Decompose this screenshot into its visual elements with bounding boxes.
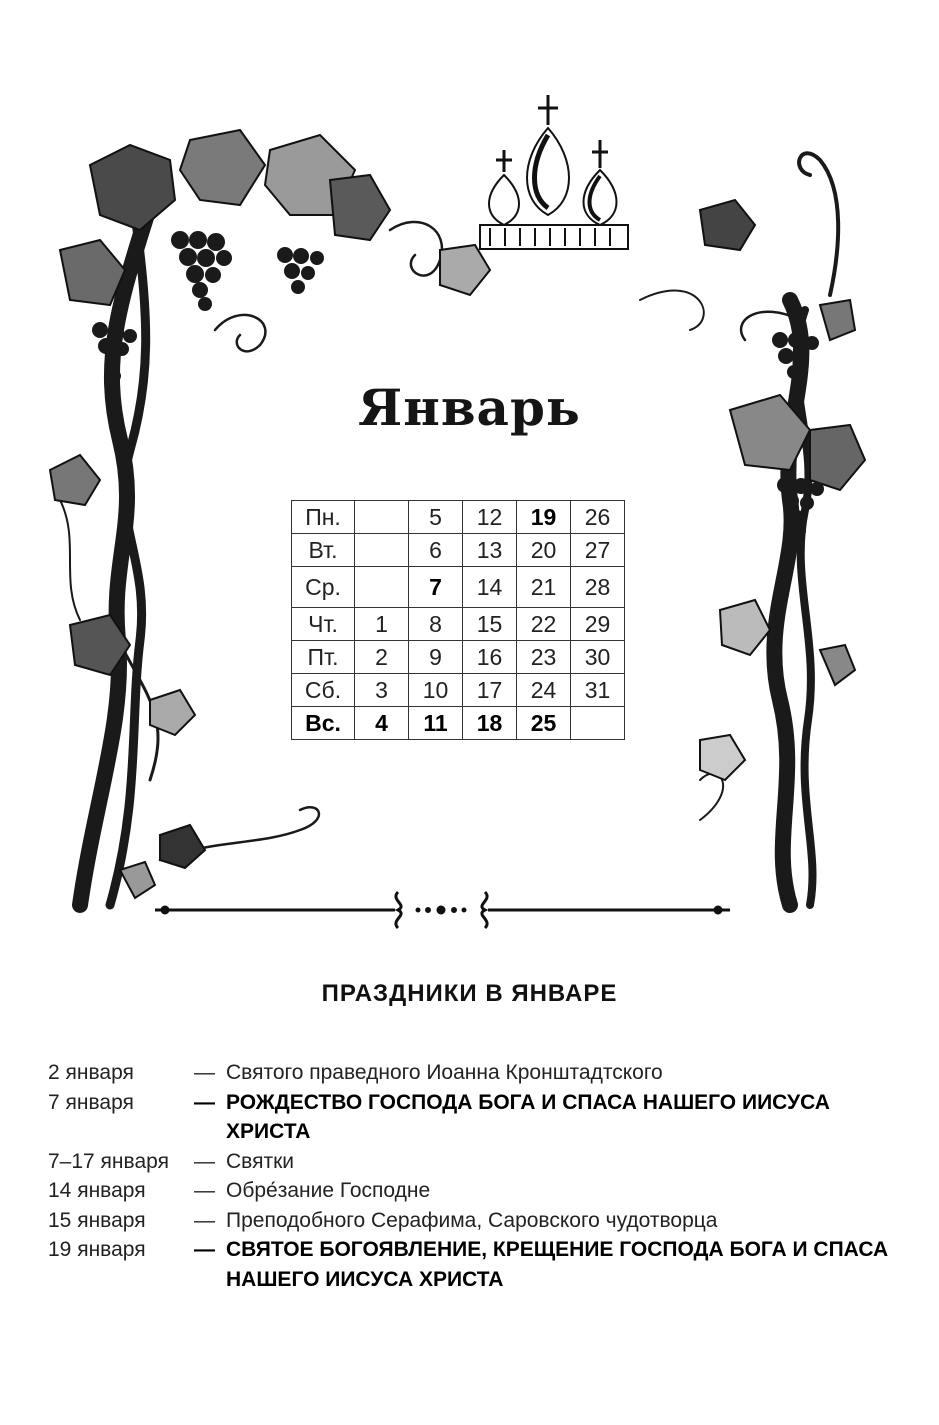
holiday-name: Святки <box>226 1149 294 1173</box>
calendar-date-cell: 13 <box>463 534 517 567</box>
holiday-item <box>48 1147 908 1177</box>
calendar-date-cell: 27 <box>571 534 625 567</box>
calendar-date-cell: 4 <box>355 707 409 740</box>
holiday-date: 15 января <box>48 1208 146 1232</box>
calendar-date-cell <box>571 707 625 740</box>
calendar-date-cell: 16 <box>463 641 517 674</box>
calendar-date-cell: 23 <box>517 641 571 674</box>
calendar-date-cell: 29 <box>571 608 625 641</box>
weekday-label: Вт. <box>292 534 355 567</box>
weekday-label: Чт. <box>292 608 355 641</box>
calendar-date-cell: 28 <box>571 567 625 608</box>
holiday-dash: — <box>194 1149 215 1173</box>
calendar-date-cell: 21 <box>517 567 571 608</box>
holiday-item <box>48 1206 908 1236</box>
calendar-date-cell: 19 <box>517 501 571 534</box>
calendar-date-cell: 8 <box>409 608 463 641</box>
holiday-name: РОЖДЕСТВО ГОСПОДА БОГА И СПАСА НАШЕГО ИИСУСА ХРИСТА <box>226 1090 830 1143</box>
calendar-date-cell: 6 <box>409 534 463 567</box>
calendar-date-cell: 3 <box>355 674 409 707</box>
calendar-date-cell: 20 <box>517 534 571 567</box>
weekday-label: Пт. <box>292 641 355 674</box>
holiday-item <box>48 1235 908 1294</box>
calendar-date-cell: 26 <box>571 501 625 534</box>
calendar-date-cell <box>355 501 409 534</box>
holidays-heading: ПРАЗДНИКИ В ЯНВАРЕ <box>321 980 618 1007</box>
holiday-name: Святого праведного Иоанна Кронштадтского <box>226 1061 663 1084</box>
holiday-dash: — <box>194 1090 215 1114</box>
calendar-date-cell: 5 <box>409 501 463 534</box>
calendar-date-cell: 1 <box>355 608 409 641</box>
holiday-dash: — <box>194 1061 215 1084</box>
month-title: Январь <box>358 378 581 437</box>
holiday-item <box>48 1176 908 1206</box>
calendar-date-cell: 31 <box>571 674 625 707</box>
calendar-date-cell: 30 <box>571 641 625 674</box>
calendar-date-cell: 15 <box>463 608 517 641</box>
calendar-date-cell: 2 <box>355 641 409 674</box>
weekday-label: Сб. <box>292 674 355 707</box>
calendar-date-cell <box>355 534 409 567</box>
calendar-row <box>292 608 625 641</box>
holiday-item <box>48 1088 908 1147</box>
calendar-date-cell: 7 <box>409 567 463 608</box>
holiday-name: Обре́зание Господне <box>226 1179 431 1202</box>
holiday-name: СВЯТОЕ БОГОЯВЛЕНИЕ, КРЕЩЕНИЕ ГОСПОДА БОГА И СПАСА НАШЕГО ИИСУСА ХРИСТА <box>226 1238 889 1291</box>
calendar-row <box>292 707 625 740</box>
holiday-dash: — <box>194 1238 215 1261</box>
calendar-row <box>292 674 625 707</box>
calendar-date-cell: 12 <box>463 501 517 534</box>
calendar-date-cell: 9 <box>409 641 463 674</box>
holiday-item <box>48 1058 908 1088</box>
calendar-date-cell: 17 <box>463 674 517 707</box>
calendar-date-cell: 18 <box>463 707 517 740</box>
calendar-date-cell: 22 <box>517 608 571 641</box>
holiday-date: 7–17 января <box>48 1149 169 1173</box>
holiday-date: 19 января <box>48 1238 146 1261</box>
weekday-label: Пн. <box>292 501 355 534</box>
calendar-date-cell: 25 <box>517 707 571 740</box>
calendar-row <box>292 501 625 534</box>
calendar-date-cell: 10 <box>409 674 463 707</box>
calendar-row <box>292 641 625 674</box>
holiday-dash: — <box>194 1208 215 1232</box>
holiday-name: Преподобного Серафима, Саровского чудотворца <box>226 1208 718 1232</box>
weekday-label: Ср. <box>292 567 355 608</box>
holiday-date: 2 января <box>48 1061 134 1084</box>
calendar-date-cell <box>355 567 409 608</box>
calendar-date-cell: 24 <box>517 674 571 707</box>
calendar-date-cell: 14 <box>463 567 517 608</box>
calendar-date-cell: 11 <box>409 707 463 740</box>
weekday-label: Вс. <box>292 707 355 740</box>
holiday-date: 14 января <box>48 1179 146 1202</box>
holidays-list <box>48 1058 908 1294</box>
month-calendar-grid <box>291 500 625 740</box>
calendar-row <box>292 567 625 608</box>
calendar-row <box>292 534 625 567</box>
holiday-date: 7 января <box>48 1090 134 1114</box>
holiday-dash: — <box>194 1179 215 1202</box>
